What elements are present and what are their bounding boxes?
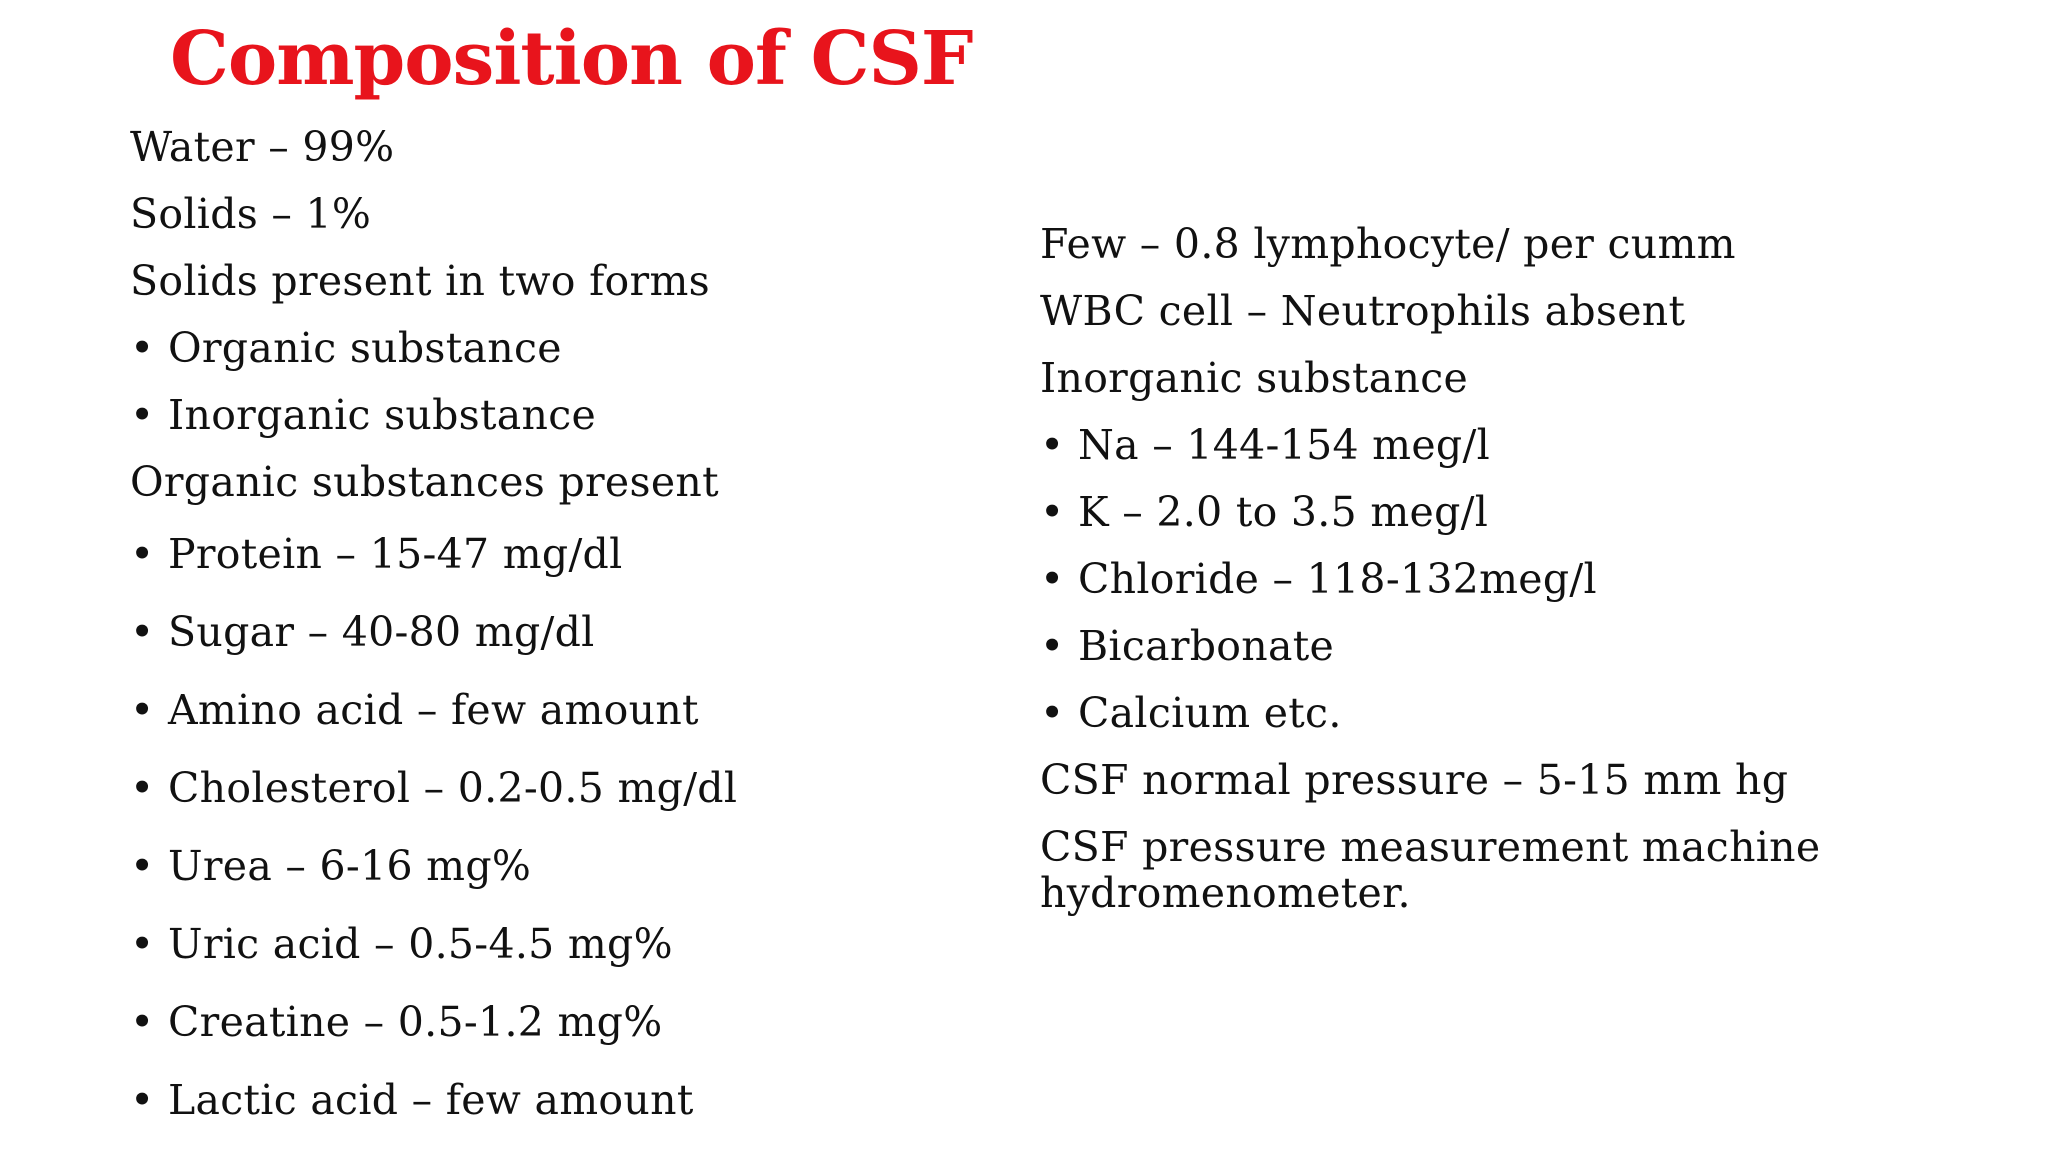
list-item-label: Lactic acid – few amount xyxy=(168,1076,694,1124)
list-item-label: Chloride – 118-132meg/l xyxy=(1078,555,1597,603)
organic-heading: Organic substances present xyxy=(130,458,719,506)
list-item-label: Sugar – 40-80 mg/dl xyxy=(168,608,595,656)
bullet-icon: • xyxy=(1040,488,1065,536)
lymphocyte-line: Few – 0.8 lymphocyte/ per cumm xyxy=(1040,220,1736,268)
bullet-icon: • xyxy=(130,842,155,890)
list-item-label: Cholesterol – 0.2-0.5 mg/dl xyxy=(168,764,738,812)
list-item-label: Urea – 6-16 mg% xyxy=(168,842,532,890)
list-item-label: Bicarbonate xyxy=(1078,622,1335,670)
list-item-label: Uric acid – 0.5-4.5 mg% xyxy=(168,920,673,968)
bullet-icon: • xyxy=(1040,421,1065,469)
bullet-icon: • xyxy=(1040,555,1065,603)
bullet-icon: • xyxy=(1040,689,1065,737)
list-item-label: Creatine – 0.5-1.2 mg% xyxy=(168,998,663,1046)
bullet-icon: • xyxy=(130,920,155,968)
list-item-label: Calcium etc. xyxy=(1078,689,1342,737)
pressure-line: CSF normal pressure – 5-15 mm hg xyxy=(1040,756,1789,804)
bullet-icon: • xyxy=(130,608,155,656)
list-item-label: Amino acid – few amount xyxy=(168,686,699,734)
list-item-label: K – 2.0 to 3.5 meg/l xyxy=(1078,488,1489,536)
list-item-label: Inorganic substance xyxy=(168,391,597,439)
machine-line-2: hydromenometer. xyxy=(1040,869,1411,917)
bullet-icon: • xyxy=(1040,622,1065,670)
list-item-label: Na – 144-154 meg/l xyxy=(1078,421,1490,469)
bullet-icon: • xyxy=(130,324,155,372)
slide-title: Composition of CSF xyxy=(170,16,973,102)
list-item-label: Protein – 15-47 mg/dl xyxy=(168,530,623,578)
water-line: Water – 99% xyxy=(130,123,395,171)
bullet-icon: • xyxy=(130,764,155,812)
bullet-icon: • xyxy=(130,1076,155,1124)
solids-forms-line: Solids present in two forms xyxy=(130,257,710,305)
inorganic-heading: Inorganic substance xyxy=(1040,354,1469,402)
bullet-icon: • xyxy=(130,686,155,734)
bullet-icon: • xyxy=(130,391,155,439)
machine-line-1: CSF pressure measurement machine xyxy=(1040,823,1821,871)
wbc-line: WBC cell – Neutrophils absent xyxy=(1040,287,1686,335)
list-item-label: Organic substance xyxy=(168,324,562,372)
bullet-icon: • xyxy=(130,530,155,578)
solids-line: Solids – 1% xyxy=(130,190,372,238)
bullet-icon: • xyxy=(130,998,155,1046)
